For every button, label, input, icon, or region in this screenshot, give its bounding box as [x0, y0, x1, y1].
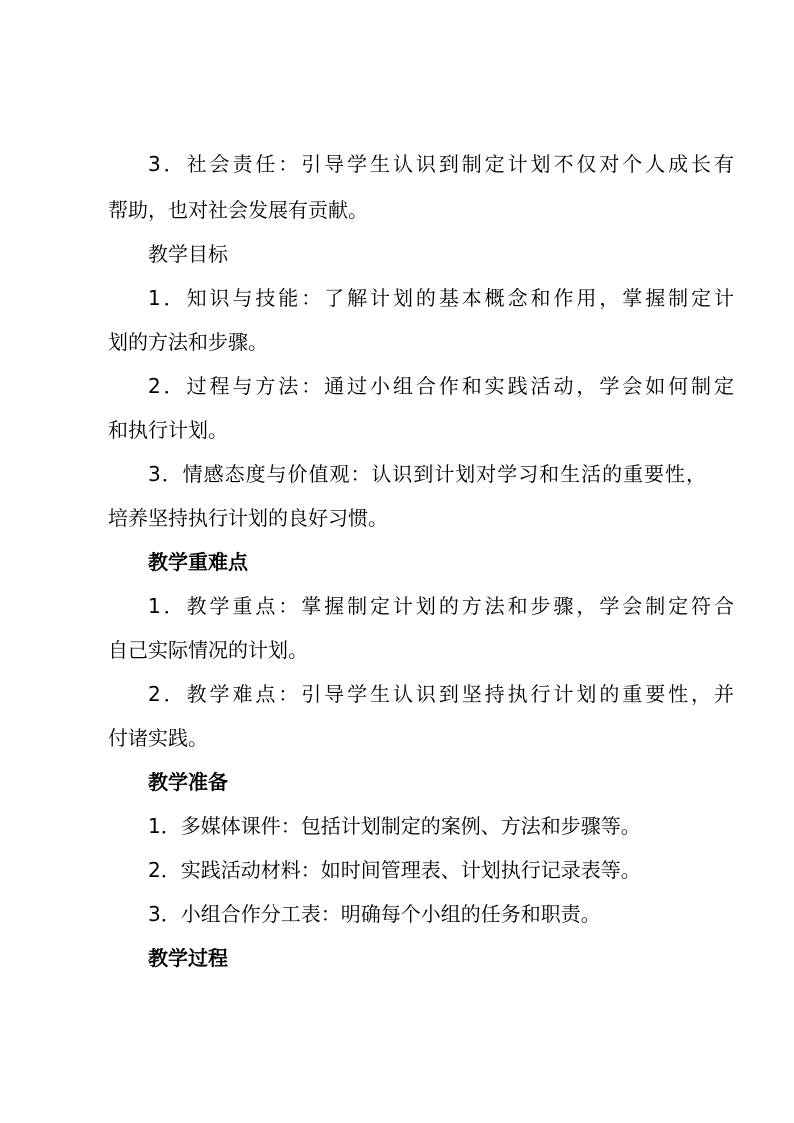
- heading-teaching-preparation: 教学准备: [148, 770, 228, 794]
- paragraph-activity-materials: 2．实践活动材料：如时间管理表、计划执行记录表等。: [148, 858, 641, 882]
- heading-teaching-process: 教学过程: [148, 946, 228, 970]
- paragraph-key-points-line-2: 自己实际情况的计划。: [108, 638, 308, 662]
- paragraph-group-division: 3．小组合作分工表：明确每个小组的任务和职责。: [148, 902, 601, 926]
- paragraph-difficult-points-line-2: 付诸实践。: [108, 726, 208, 750]
- paragraph-multimedia: 1．多媒体课件：包括计划制定的案例、方法和步骤等。: [148, 814, 641, 838]
- paragraph-knowledge-skills-line-1: 1．知识与技能：了解计划的基本概念和作用，掌握制定计: [148, 286, 734, 310]
- paragraph-process-method-line-1: 2．过程与方法：通过小组合作和实践活动，学会如何制定: [148, 374, 734, 398]
- paragraph-knowledge-skills-line-2: 划的方法和步骤。: [108, 330, 268, 354]
- paragraph-social-responsibility-line-1: 3．社会责任：引导学生认识到制定计划不仅对个人成长有: [148, 152, 734, 176]
- paragraph-attitude-values-line-1: 3．情感态度与价值观：认识到计划对学习和生活的重要性，: [148, 462, 706, 486]
- paragraph-attitude-values-line-2: 培养坚持执行计划的良好习惯。: [108, 506, 388, 530]
- paragraph-social-responsibility-line-2: 帮助，也对社会发展有贡献。: [108, 198, 368, 222]
- heading-key-difficult-points: 教学重难点: [148, 550, 248, 574]
- paragraph-key-points-line-1: 1．教学重点：掌握制定计划的方法和步骤，学会制定符合: [148, 594, 734, 618]
- paragraph-process-method-line-2: 和执行计划。: [108, 418, 228, 442]
- paragraph-difficult-points-line-1: 2．教学难点：引导学生认识到坚持执行计划的重要性，并: [148, 682, 734, 706]
- heading-teaching-objectives: 教学目标: [148, 242, 228, 266]
